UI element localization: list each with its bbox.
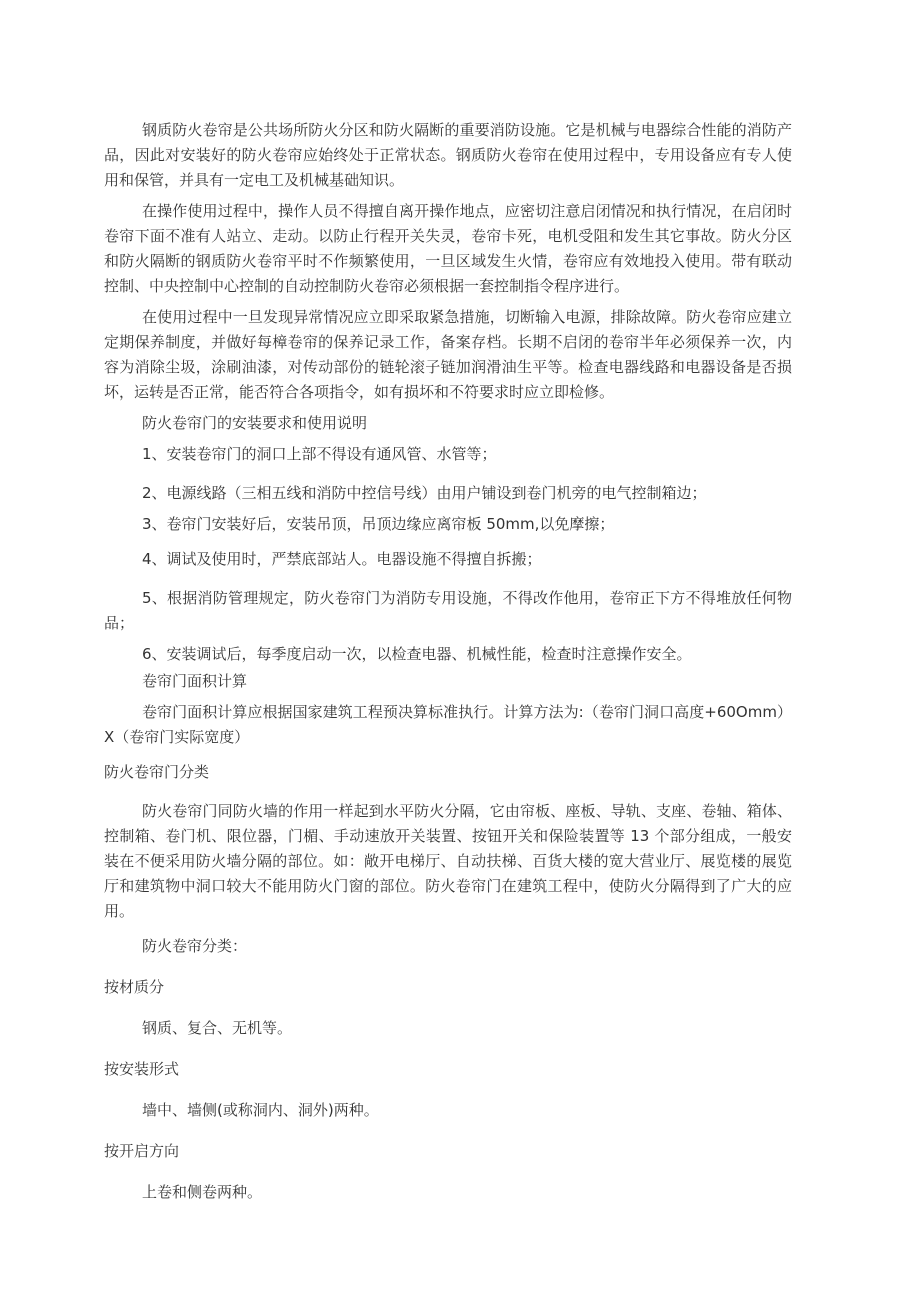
install-item-5: 5、根据消防管理规定，防火卷帘门为消防专用设施，不得改作他用，卷帘正下方不得堆放任何物品； bbox=[104, 589, 792, 632]
classification-text: 防火卷帘门同防火墙的作用一样起到水平防火分隔，它由帘板、座板、导轨、支座、卷轴、箱体、控制箱、卷门机、限位器，门楣、手动速放开关装置、按钮开关和保险装置等 13 个部分组成，一般安装在不便采用防火墙分隔的部位。如：敞开电梯厅、自动扶梯、百货大楼的宽大营业厅、展览楼的展览厅和建筑物中洞口较大不能用防火门窗的部位。防火卷帘门在建筑工程中，使防火分隔得到了广大的应用。 bbox=[104, 802, 792, 920]
document-page bbox=[104, 118, 792, 1205]
install-section-title: 防火卷帘门的安装要求和使用说明 bbox=[142, 414, 368, 432]
install-item-2: 2、电源线路（三相五线和消防中控信号线）由用户铺设到卷门机旁的电气控制箱边； bbox=[142, 484, 707, 502]
by-install-text: 墙中、墙侧(或称洞内、洞外)两种。 bbox=[142, 1101, 379, 1119]
category-label: 防火卷帘分类： bbox=[142, 937, 248, 955]
install-item-3: 3、卷帘门安装好后，安装吊顶，吊顶边缘应离帘板 50mm,以免摩擦； bbox=[142, 515, 615, 533]
intro-paragraph-2: 在操作使用过程中，操作人员不得擅自离开操作地点，应密切注意启闭情况和执行情况，在启闭时卷帘下面不准有人站立、走动。以防止行程开关失灵，卷帘卡死，电机受阻和发生其它事故。防火分区和防火隔断的钢质防火卷帘平时不作频繁使用，一旦区域发生火情，卷帘应有效地投入使用。带有联动控制、中央控制中心控制的自动控制防火卷帘必须根据一套控制指令程序进行。 bbox=[104, 202, 792, 295]
install-item-1: 1、安装卷帘门的洞口上部不得设有通风管、水管等； bbox=[142, 445, 497, 463]
install-item-6: 6、安装调试后，每季度启动一次，以检查电器、机械性能，检查时注意操作安全。 bbox=[142, 645, 692, 663]
classification-section-title: 防火卷帘门分类 bbox=[104, 763, 210, 781]
by-material-text: 钢质、复合、无机等。 bbox=[142, 1019, 293, 1037]
by-material-title: 按材质分 bbox=[104, 978, 165, 996]
by-direction-text: 上卷和侧卷两种。 bbox=[142, 1183, 263, 1201]
by-install-title: 按安装形式 bbox=[104, 1060, 180, 1078]
install-item-4: 4、调试及使用时，严禁底部站人。电器设施不得擅自拆搬； bbox=[142, 550, 542, 568]
intro-paragraph-3: 在使用过程中一旦发现异常情况应立即采取紧急措施，切断输入电源，排除故障。防火卷帘应建立定期保养制度，并做好每樟卷帘的保养记录工作，备案存档。长期不启闭的卷帘半年必须保养一次，内容为消除尘圾，涂刷油漆，对传动部份的链轮滚子链加润滑油生平等。检查电器线路和电器设备是否损坏，运转是否正常，能否符合各项指令，如有损坏和不符要求时应立即检修。 bbox=[104, 308, 792, 401]
by-direction-title: 按开启方向 bbox=[104, 1142, 180, 1160]
intro-paragraph-1: 钢质防火卷帘是公共场所防火分区和防火隔断的重要消防设施。它是机械与电器综合性能的消防产品，因此对安装好的防火卷帘应始终处于正常状态。钢质防火卷帘在使用过程中，专用设备应有专人使用和保管，并具有一定电工及机械基础知识。 bbox=[104, 121, 792, 189]
area-section-title: 卷帘门面积计算 bbox=[142, 672, 248, 690]
area-text: 卷帘门面积计算应根据国家建筑工程预决算标准执行。计算方法为:（卷帘门洞口高度+60Omm）X（卷帘门实际宽度） bbox=[104, 703, 792, 746]
